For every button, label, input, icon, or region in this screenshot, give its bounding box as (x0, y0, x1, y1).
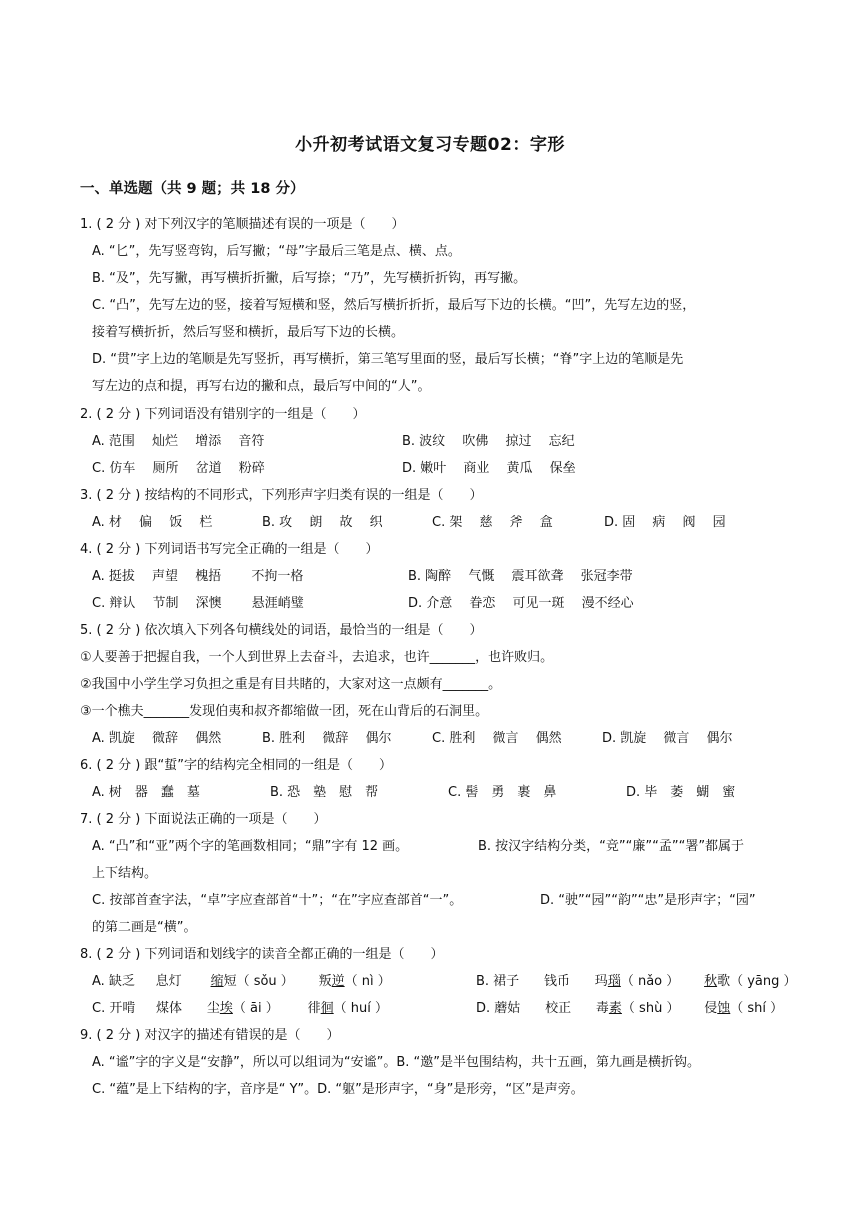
question-6-option-c: C. 髻 勇 裹 鼻 (448, 785, 557, 800)
question-5-sentence-3: ③一个樵夫_______发现伯夷和叔齐都缩做一团，死在山背后的石洞里。 (80, 704, 489, 719)
question-7-option-b: B. 按汉字结构分类，“竞”“廉”“孟”“署”都属于 (478, 839, 745, 854)
question-2-option-c: C. 仿车 厕所 岔道 粉碎 (92, 461, 265, 476)
question-6-stem: 6. ( 2 分 ) 跟“蜇”字的结构完全相同的一组是（ ） (80, 758, 392, 773)
question-1-option-c: C. “凸”，先写左边的竖，接着写短横和竖，然后写横折折折，最后写下边的长横。“凹”，先写左边的竖， (92, 298, 696, 313)
word: D. 蘑姑 (476, 1001, 521, 1016)
question-4-option-b: B. 陶醉 气慨 震耳欲聋 张冠李带 (408, 569, 633, 584)
page-title: 小升初考试语文复习专题02：字形 (295, 135, 565, 155)
word-reading: 短（ sǒu ） (223, 974, 294, 989)
word: 玛 (594, 974, 608, 989)
question-7-stem: 7. ( 2 分 ) 下面说法正确的一项是（ ） (80, 812, 327, 827)
word: 校正 (545, 1001, 572, 1016)
reading: （ nǎo ） (620, 974, 680, 989)
underlined-char: 埃 (219, 1001, 233, 1016)
question-4-option-c: C. 辩认 节制 深懊 悬涯峭璧 (92, 596, 304, 611)
question-5-sentence-2: ②我国中小学生学习负担之重是有目共睹的，大家对这一点颇有_______。 (80, 677, 502, 692)
question-5-option-b: B. 胜利 微辞 偶尔 (262, 731, 392, 746)
word-reading: 歌（ yāng ） (717, 974, 797, 989)
question-8-option-d (476, 997, 783, 1016)
question-7-option-a: A. “凸”和“亚”两个字的笔画数相同；“鼎”字有 12 画。 (92, 839, 409, 854)
question-5-option-d: D. 凯旋 微言 偶尔 (602, 731, 733, 746)
question-2-stem: 2. ( 2 分 ) 下列词语没有错别字的一组是（ ） (80, 407, 366, 422)
question-8-option-a (92, 970, 391, 989)
word: 叛 (318, 974, 332, 989)
reading: （ huí ） (333, 1001, 389, 1016)
reading: （ nì ） (344, 974, 391, 989)
question-4-option-a: A. 挺拔 声望 槐捂 不拘一格 (92, 569, 304, 584)
underlined-char: 蚀 (717, 1001, 731, 1016)
question-3-option-c: C. 架 慈 斧 盒 (432, 515, 553, 530)
question-8-stem: 8. ( 2 分 ) 下列词语和划线字的读音全都正确的一组是（ ） (80, 947, 444, 962)
word: B. 裙子 (476, 974, 520, 989)
question-1-option-b: B. “及”，先写撇，再写横折折撇，后写捺；“乃”，先写横折折钩，再写撇。 (92, 271, 527, 286)
word: A. 缺乏 (92, 974, 135, 989)
reading: （ āi ） (232, 1001, 279, 1016)
question-3-option-b: B. 攻 朗 故 织 (262, 515, 383, 530)
question-9-stem: 9. ( 2 分 ) 对汉字的描述有错误的是（ ） (80, 1028, 340, 1043)
question-1-option-d: D. “贯”字上边的笔顺是先写竖折，再写横折，第三笔写里面的竖，最后写长横；“脊”字上边的笔顺是先 (92, 352, 684, 367)
question-1-option-a: A. “匕”，先写竖弯钩，后写撇；“母”字最后三笔是点、横、点。 (92, 244, 461, 259)
question-6-option-a: A. 树 器 蠢 墓 (92, 785, 200, 800)
question-3-stem: 3. ( 2 分 ) 按结构的不同形式，下列形声字归类有误的一组是（ ） (80, 488, 483, 503)
question-7-option-d: D. “驶”“园”“韵”“忠”是形声字；“园” (540, 893, 756, 908)
underlined-char: 秋 (704, 974, 718, 989)
question-2-option-b: B. 波纹 吹佛 掠过 忘纪 (402, 434, 575, 449)
question-7-option-c: C. 按部首查字法，“卓”字应查部首“十”；“在”字应查部首“一”。 (92, 893, 463, 908)
question-5-sentence-1: ①人要善于把握自我，一个人到世界上去奋斗，去追求，也许_______，也许败归。 (80, 650, 554, 665)
word: 侵 (704, 1001, 718, 1016)
reading: （ shí ） (730, 1001, 784, 1016)
word: 尘 (206, 1001, 220, 1016)
question-3-option-a: A. 材 偏 饭 栏 (92, 515, 213, 530)
question-2-option-d: D. 嫩叶 商业 黄瓜 保垒 (402, 461, 576, 476)
word: 钱币 (543, 974, 570, 989)
reading: （ shù ） (621, 1001, 680, 1016)
underlined-char: 逆 (331, 974, 345, 989)
question-6-option-b: B. 恐 塾 慰 帮 (270, 785, 379, 800)
question-1-option-c-cont: 接着写横折折，然后写竖和横折，最后写下边的长横。 (92, 325, 405, 340)
word: 煤体 (156, 1001, 183, 1016)
underlined-char: 徊 (320, 1001, 334, 1016)
question-8-option-b (476, 970, 797, 989)
word: C. 开啃 (92, 1001, 136, 1016)
word: 息灯 (155, 974, 182, 989)
question-1-option-d-cont: 写左边的点和提，再写右边的撇和点，最后写中间的“人”。 (92, 379, 431, 394)
question-5-option-c: C. 胜利 微言 偶然 (432, 731, 562, 746)
question-3-option-d: D. 固 病 阀 园 (604, 515, 726, 530)
section-heading: 一、单选题（共 9 题；共 18 分） (80, 181, 305, 197)
question-7-option-b-cont: 上下结构。 (92, 866, 158, 881)
question-1-stem: 1. ( 2 分 ) 对下列汉字的笔顺描述有误的一项是（ ） (80, 217, 405, 232)
question-7-option-d-cont: 的第二画是“横”。 (92, 920, 197, 935)
underlined-char: 瑙 (607, 974, 621, 989)
question-5-option-a: A. 凯旋 微辞 偶然 (92, 731, 222, 746)
question-5-stem: 5. ( 2 分 ) 依次填入下列各句横线处的词语，最恰当的一组是（ ） (80, 623, 483, 638)
question-9-options-ab: A. “谧”字的字义是“安静”，所以可以组词为“安谧”。B. “邀”是半包围结构，共十五画，第九画是横折钩。 (92, 1055, 700, 1070)
word: 徘 (307, 1001, 321, 1016)
underlined-char: 素 (608, 1001, 622, 1016)
question-8-option-c (92, 997, 388, 1016)
word: 毒 (595, 1001, 609, 1016)
question-2-option-a: A. 范围 灿烂 增添 音符 (92, 434, 265, 449)
question-6-option-d: D. 毕 萎 蝴 蜜 (626, 785, 736, 800)
question-4-option-d: D. 介意 眷恋 可见一斑 漫不经心 (408, 596, 634, 611)
underlined-char: 缩 (210, 974, 224, 989)
question-4-stem: 4. ( 2 分 ) 下列词语书写完全正确的一组是（ ） (80, 542, 379, 557)
question-9-options-cd: C. “蕴”是上下结构的字，音序是“ Y”。D. “躯”是形声字，“身”是形旁，“区”是声旁。 (92, 1082, 584, 1097)
